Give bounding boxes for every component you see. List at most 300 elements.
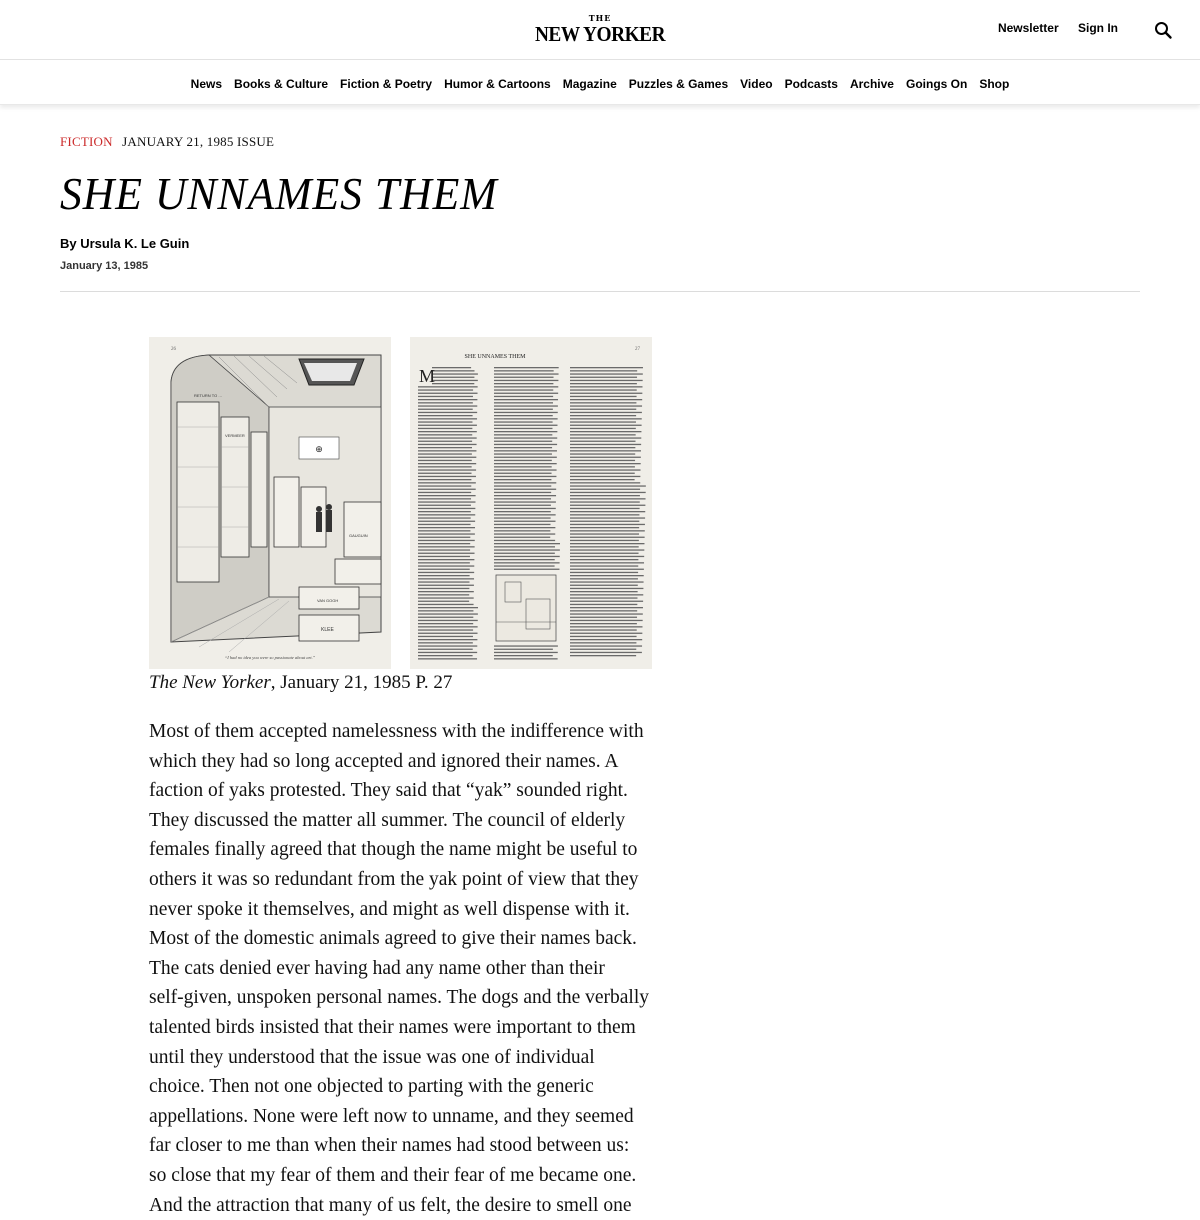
scan-text-line: [418, 498, 471, 499]
scan-text-line: [418, 508, 475, 509]
scan-text-line: [494, 649, 553, 650]
running-head: SHE UNNAMES THEM: [465, 354, 527, 360]
scan-text-line: [418, 639, 477, 640]
site-header: [0, 0, 1200, 60]
scan-text-line: [570, 537, 645, 538]
newsletter-link[interactable]: Newsletter: [998, 21, 1059, 35]
scan-text-line: [494, 383, 553, 384]
scan-text-line: [570, 402, 636, 403]
scan-text-line: [570, 450, 641, 451]
scan-text-line: [494, 421, 553, 422]
scan-text-line: [570, 441, 636, 442]
body-line: appellations. None were left now to unname, and they seemed: [149, 1102, 659, 1132]
scan-text-line: [418, 610, 473, 611]
left-page-number: 26: [171, 347, 177, 352]
scan-text-line: [570, 629, 637, 630]
scan-text-line: [494, 492, 551, 493]
scan-text-line: [418, 495, 476, 496]
svg-text:M: M: [419, 366, 435, 386]
scan-text-line: [570, 655, 636, 656]
scan-text-line: [570, 383, 637, 384]
scan-text-line: [494, 396, 553, 397]
scan-text-line: [418, 533, 475, 534]
body-line: And the attraction that many of us felt, the desire to smell one: [149, 1191, 659, 1220]
scan-text-line: [494, 479, 551, 480]
scan-text-line: [570, 546, 639, 547]
scan-text-line: [418, 421, 472, 422]
scan-text-line: [418, 514, 475, 515]
scan-text-line: [494, 412, 558, 413]
scan-text-line: [494, 498, 551, 499]
scan-text-line: [494, 546, 555, 547]
scan-text-line: [570, 476, 640, 477]
scan-text-line: [418, 415, 473, 416]
scan-text-line: [570, 453, 635, 454]
nav-item-humor-cartoons[interactable]: Humor & Cartoons: [444, 77, 551, 91]
scan-text-line: [418, 389, 473, 390]
scan-text-line: [418, 652, 477, 653]
scan-text-line: [494, 501, 556, 502]
scan-text-line: [418, 597, 474, 598]
scan-text-line: [418, 633, 478, 634]
scan-text-line: [494, 514, 556, 515]
body-line: faction of yaks protested. They said that “yak” sounded right.: [149, 776, 659, 806]
right-page-number: 27: [635, 347, 641, 352]
scan-text-line: [494, 527, 555, 528]
scan-text-line: [570, 594, 643, 595]
scan-text-line: [418, 620, 478, 621]
scan-text-line: [570, 559, 638, 560]
scan-text-line: [570, 460, 635, 461]
scan-text-line: [570, 620, 643, 621]
nav-item-magazine[interactable]: Magazine: [563, 77, 617, 91]
scan-text-line: [570, 396, 637, 397]
body-line: never spoke it themselves, and might as well dispense with it.: [149, 895, 659, 925]
scan-text-line: [418, 613, 478, 614]
scan-text-line: [418, 575, 470, 576]
scan-text-line: [494, 559, 555, 560]
scan-text-line: [494, 540, 555, 541]
story-page-scan: [410, 337, 652, 669]
scan-text-line: [418, 588, 469, 589]
scan-text-line: [570, 370, 637, 371]
scan-text-line: [418, 658, 477, 659]
scan-text-line: [570, 463, 641, 464]
scan-text-line: [570, 604, 637, 605]
scan-text-line: [570, 511, 645, 512]
scan-text-line: [570, 521, 639, 522]
scan-text-line: [570, 549, 644, 550]
scan-text-line: [432, 377, 474, 378]
scan-text-line: [418, 463, 476, 464]
scan-text-line: [494, 457, 557, 458]
scan-text-line: [494, 425, 557, 426]
scan-text-line: [494, 469, 557, 470]
scan-text-line: [418, 402, 473, 403]
scan-text-line: [494, 655, 553, 656]
scan-text-line: [418, 521, 475, 522]
caption-publication: The New Yorker: [149, 672, 271, 693]
scan-text-line: [570, 373, 643, 374]
scan-text-line: [570, 626, 643, 627]
crate-label-4: VAN GOGH: [317, 598, 338, 603]
scan-text-line: [418, 469, 476, 470]
scan-text-line: [494, 405, 558, 406]
scan-text-line: [418, 485, 471, 486]
scan-text-line: [418, 559, 474, 560]
main-nav: [0, 60, 1200, 105]
body-line: Most of them accepted namelessness with the indifference with: [149, 717, 659, 747]
scan-text-line: [570, 425, 642, 426]
scan-text-line: [418, 607, 478, 608]
body-line: talented birds insisted that their names were important to them: [149, 1013, 659, 1043]
crate-label-3: GAUGUIN: [349, 533, 368, 538]
body-line: Most of the domestic animals agreed to give their names back.: [149, 924, 659, 954]
scan-text-line: [418, 505, 471, 506]
nav-item-archive[interactable]: Archive: [850, 77, 894, 91]
nav-item-news[interactable]: News: [191, 77, 222, 91]
scan-text-line: [570, 575, 644, 576]
scan-text-line: [494, 524, 550, 525]
scan-text-line: [570, 492, 646, 493]
scan-text-line: [418, 444, 477, 445]
scan-text-line: [494, 453, 552, 454]
crate-label-5: KLEE: [321, 627, 334, 633]
scan-text-line: [432, 367, 471, 368]
scan-text-line: [418, 479, 471, 480]
scan-text-line: [418, 489, 476, 490]
scan-text-line: [418, 517, 471, 518]
scan-text-line: [494, 447, 552, 448]
scan-text-line: [494, 658, 558, 659]
scan-text-line: [570, 501, 640, 502]
scan-text-line: [494, 556, 560, 557]
scan-text-line: [570, 393, 642, 394]
scan-text-line: [418, 569, 470, 570]
scan-text-line: [418, 418, 477, 419]
category-link[interactable]: FICTION: [60, 134, 113, 149]
scan-text-line: [418, 511, 471, 512]
scan-text-line: [494, 389, 553, 390]
scan-text-line: [494, 505, 551, 506]
scan-text-line: [494, 380, 558, 381]
scan-text-line: [570, 623, 637, 624]
scan-text-line: [418, 623, 473, 624]
article-rubric: [60, 134, 274, 150]
scan-text-line: [494, 476, 556, 477]
scan-text-line: [494, 428, 552, 429]
scan-text-line: [418, 581, 469, 582]
scan-text-line: [494, 444, 557, 445]
scan-text-line: [418, 527, 475, 528]
scan-text-line: [570, 485, 646, 486]
scan-text-line: [418, 386, 478, 387]
scan-text-line: [418, 540, 475, 541]
scan-text-line: [570, 524, 645, 525]
scan-text-line: [494, 402, 553, 403]
scan-text-line: [570, 457, 641, 458]
scan-text-line: [570, 479, 635, 480]
scan-text-line: [570, 428, 636, 429]
logo-name: NEW YORKER: [48, 23, 1152, 45]
scan-text-line: [418, 453, 472, 454]
scan-text-line: [418, 473, 472, 474]
scan-text-line: [570, 437, 641, 438]
body-line: choice. Then not one objected to parting with the generic: [149, 1072, 659, 1102]
scan-caption: [149, 672, 452, 694]
nav-item-books-culture[interactable]: Books & Culture: [234, 77, 328, 91]
scan-text-line: [570, 444, 641, 445]
scan-text-line: [494, 418, 558, 419]
scan-text-line: [494, 489, 556, 490]
scan-text-line: [418, 405, 477, 406]
nav-item-fiction-poetry[interactable]: Fiction & Poetry: [340, 77, 432, 91]
scan-text-line: [418, 524, 471, 525]
scan-text-line: [418, 476, 476, 477]
scan-text-line: [570, 514, 639, 515]
scan-text-line: [570, 367, 643, 368]
scan-text-line: [494, 562, 560, 563]
scan-text-line: [570, 489, 640, 490]
scan-text-line: [418, 457, 476, 458]
scan-text-line: [494, 652, 558, 653]
scan-text-line: [570, 466, 635, 467]
scan-text-line: [494, 533, 555, 534]
scan-text-line: [494, 373, 559, 374]
scan-text-line: [570, 505, 645, 506]
scan-text-line: [570, 639, 642, 640]
scan-text-line: [570, 508, 640, 509]
scan-text-line: [494, 415, 553, 416]
byline[interactable]: By Ursula K. Le Guin: [60, 236, 189, 251]
scan-text-line: [494, 434, 552, 435]
scan-text-line: [418, 655, 473, 656]
scan-text-line: [570, 578, 638, 579]
scan-text-line: [494, 553, 555, 554]
scan-text-line: [418, 425, 477, 426]
scan-text-line: [418, 578, 474, 579]
scan-text-line: [570, 377, 637, 378]
scan-text-line: [418, 601, 469, 602]
scan-text-line: [570, 617, 637, 618]
scan-text-line: [570, 434, 636, 435]
scan-text-line: [418, 636, 473, 637]
scan-text-line: [494, 521, 556, 522]
scan-text-line: [494, 530, 550, 531]
crate-label-2: VERMEER: [225, 433, 245, 438]
body-line: until they understood that the issue was one of individual: [149, 1043, 659, 1073]
header-links: [982, 21, 1118, 35]
scan-text-line: [570, 569, 644, 570]
scan-text-line: [570, 517, 645, 518]
scan-text-line: [570, 386, 643, 387]
scan-text-line: [418, 629, 473, 630]
scan-text-line: [570, 405, 642, 406]
nav-item-goings-on[interactable]: Goings On: [906, 77, 967, 91]
scan-text-line: [418, 434, 472, 435]
scan-text-line: [418, 447, 472, 448]
scan-text-line: [418, 594, 469, 595]
scan-text-line: [418, 549, 470, 550]
body-line: which they had so long accepted and ignored their names. A: [149, 747, 659, 777]
scan-text-line: [494, 508, 556, 509]
scan-text-line: [418, 441, 472, 442]
scan-text-line: [494, 367, 559, 368]
scan-text-line: [570, 581, 644, 582]
scan-text-line: [570, 645, 642, 646]
scan-text-line: [418, 460, 472, 461]
nav-item-puzzles-games[interactable]: Puzzles & Games: [629, 77, 728, 91]
scan-text-line: [570, 482, 640, 483]
scan-text-line: [418, 437, 477, 438]
scan-text-line: [418, 431, 477, 432]
scan-text-line: [494, 441, 552, 442]
scan-text-line: [570, 636, 637, 637]
scan-text-line: [570, 415, 636, 416]
body-line: self-given, unspoken personal names. The dogs and the verbally: [149, 983, 659, 1013]
scan-text-line: [418, 501, 475, 502]
scan-text-line: [432, 380, 478, 381]
scan-text-line: [570, 421, 636, 422]
scan-text-line: [494, 543, 560, 544]
scan-text-line: [494, 466, 552, 467]
svg-text:⊕: ⊕: [315, 444, 323, 454]
scan-text-line: [570, 389, 637, 390]
scan-text-line: [494, 511, 551, 512]
scan-text-line: [570, 409, 636, 410]
scan-text-line: [570, 495, 640, 496]
scan-text-line: [494, 473, 552, 474]
scan-text-line: [418, 642, 473, 643]
scan-text-line: [570, 418, 642, 419]
scan-text-line: [494, 645, 558, 646]
scan-text-line: [570, 540, 639, 541]
scan-text-line: [418, 530, 470, 531]
scan-text-line: [570, 562, 644, 563]
scan-text-line: [570, 652, 642, 653]
scan-text-line: [494, 482, 556, 483]
scan-text-line: [494, 549, 560, 550]
scan-text-line: [570, 473, 635, 474]
body-line: far closer to me than when their names had stood between us:: [149, 1131, 659, 1161]
scan-text-line: [418, 482, 476, 483]
scan-text-line: [494, 517, 551, 518]
scan-text-line: [418, 591, 474, 592]
scan-text-line: [418, 572, 474, 573]
scan-text-line: [494, 463, 557, 464]
scan-text-line: [570, 633, 642, 634]
scan-text-line: [570, 412, 642, 413]
scan-text-line: [494, 386, 558, 387]
article-body: [149, 717, 659, 1220]
scan-text-line: [418, 556, 470, 557]
scan-text-line: [494, 377, 554, 378]
scan-text-line: [570, 380, 643, 381]
scan-text-line: [570, 591, 638, 592]
scan-text-line: [570, 447, 635, 448]
scan-text-line: [418, 617, 473, 618]
scan-text-line: [432, 373, 478, 374]
body-line: others it was so redundant from the yak point of view that they: [149, 865, 659, 895]
scan-text-line: [418, 396, 473, 397]
logo-the: THE: [0, 14, 1200, 23]
scan-text-line: [570, 565, 638, 566]
scan-text-line: [418, 428, 472, 429]
scan-text-line: [570, 527, 639, 528]
scan-text-line: [494, 450, 557, 451]
crate-label-1: RETURN TO …: [194, 393, 222, 398]
scan-text-line: [418, 649, 473, 650]
scan-text-line: [418, 399, 477, 400]
scan-text-line: [418, 565, 474, 566]
cartoon-caption: “I had no idea you were so passionate about art.”: [225, 655, 316, 660]
scan-text-line: [418, 645, 477, 646]
scan-text-line: [494, 569, 559, 570]
scan-text-line: [570, 553, 639, 554]
scan-text-line: [494, 431, 557, 432]
nav-item-shop[interactable]: Shop: [979, 77, 1009, 91]
search-icon[interactable]: [1154, 21, 1172, 39]
scan-text-line: [570, 543, 644, 544]
scan-text-line: [494, 485, 551, 486]
scan-text-line: [494, 565, 555, 566]
scan-text-line: [418, 543, 470, 544]
scan-text-line: [570, 588, 643, 589]
body-line: The cats denied ever having had any name other than their: [149, 954, 659, 984]
scan-text-line: [432, 370, 475, 371]
scan-text-line: [418, 492, 471, 493]
scan-text-line: [570, 530, 645, 531]
body-line: females finally agreed that though the name might be useful to: [149, 835, 659, 865]
scan-text-line: [418, 393, 478, 394]
scan-text-line: [570, 613, 643, 614]
divider: [60, 291, 1140, 292]
body-line: They discussed the matter all summer. The council of elderly: [149, 806, 659, 836]
scan-text-line: [432, 383, 474, 384]
scan-text-line: [570, 533, 639, 534]
cartoon-illustration: [149, 337, 391, 669]
scan-text-line: [570, 610, 637, 611]
scan-text-line: [570, 399, 642, 400]
scan-text-line: [570, 572, 638, 573]
body-line: so close that my fear of them and their fear of me became one.: [149, 1161, 659, 1191]
scan-text-line: [418, 537, 470, 538]
scan-text-line: [570, 585, 638, 586]
scan-text-line: [570, 607, 643, 608]
nav-item-video[interactable]: Video: [740, 77, 772, 91]
scan-text-line: [494, 370, 554, 371]
scan-text-line: [570, 642, 636, 643]
scan-text-line: [418, 562, 470, 563]
scan-text-line: [570, 431, 641, 432]
issue-link[interactable]: JANUARY 21, 1985 ISSUE: [122, 134, 274, 149]
sign-in-link[interactable]: Sign In: [1078, 21, 1118, 35]
scan-text-line: [570, 498, 646, 499]
scan-text-line: [494, 537, 550, 538]
scan-text-line: [494, 495, 556, 496]
scan-text-line: [418, 412, 477, 413]
scan-text-line: [418, 546, 475, 547]
nav-item-podcasts[interactable]: Podcasts: [785, 77, 838, 91]
scan-text-line: [418, 585, 474, 586]
scan-text-line: [570, 469, 641, 470]
scan-text-line: [418, 450, 476, 451]
scan-text-line: [570, 597, 637, 598]
article-title: SHE UNNAMES THEM: [60, 170, 498, 218]
scan-text-line: [418, 466, 472, 467]
scan-text-line: [494, 399, 558, 400]
scan-text-line: [418, 409, 473, 410]
